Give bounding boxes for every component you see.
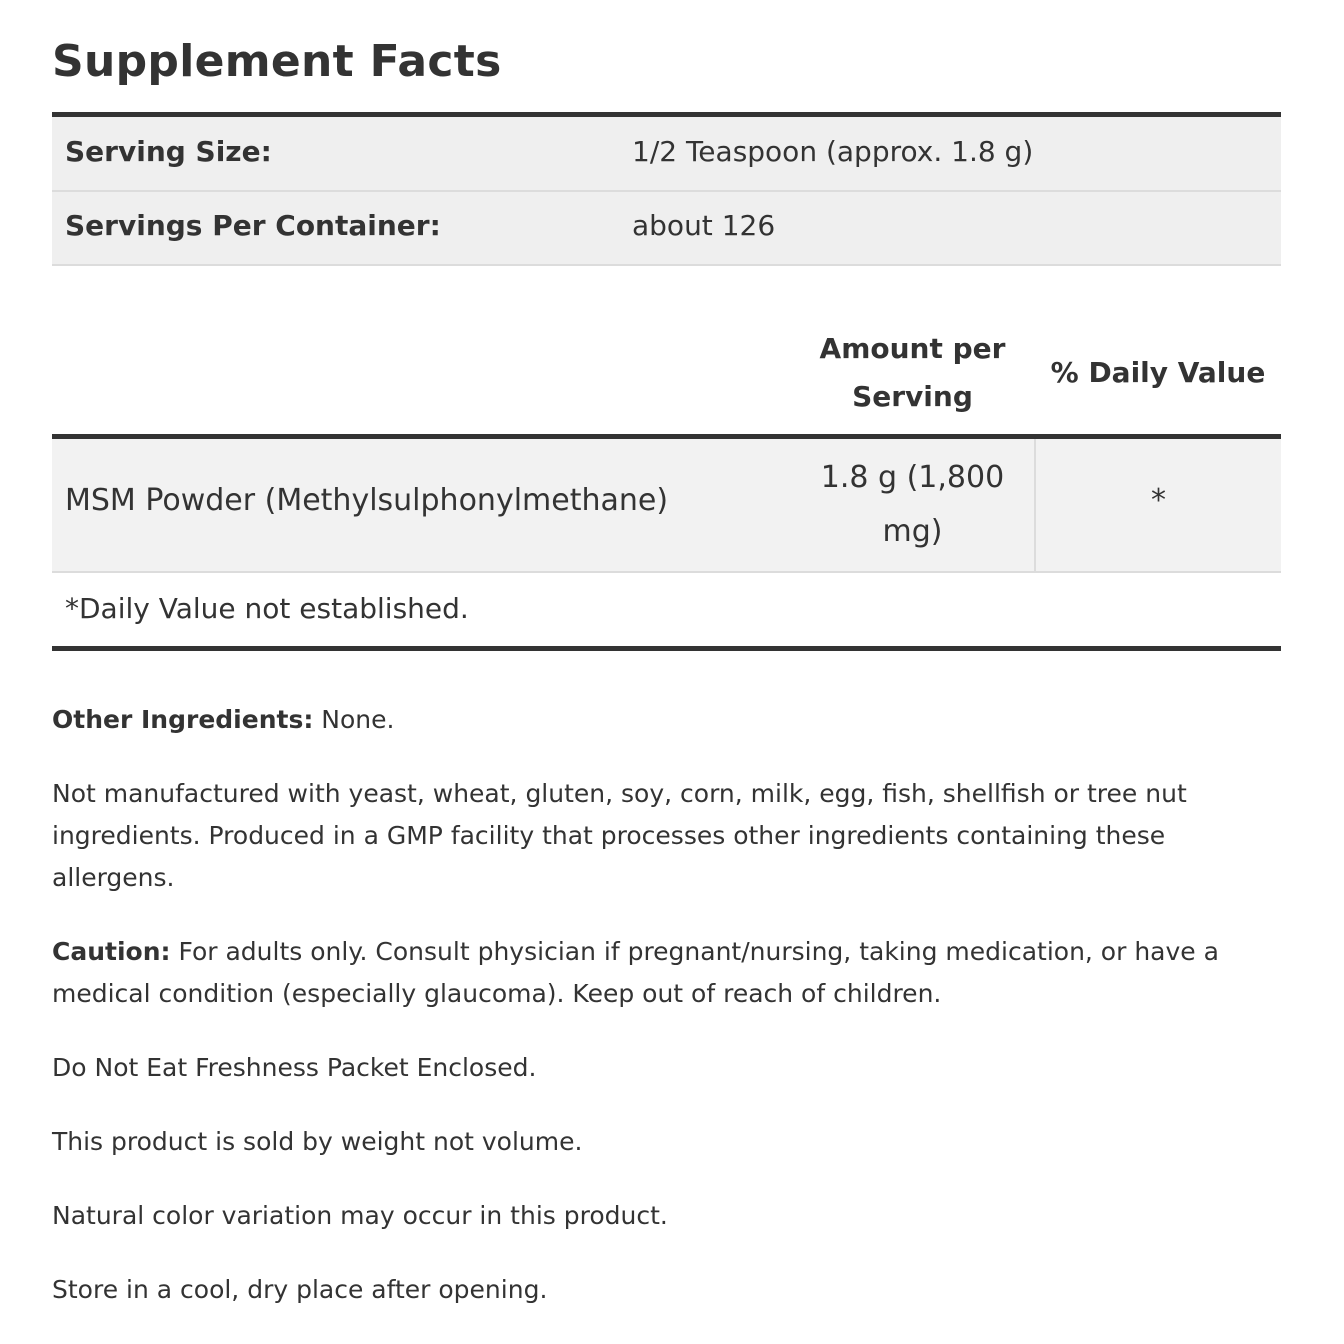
caution-label: Caution: bbox=[52, 937, 171, 966]
divider bbox=[52, 646, 1281, 651]
serving-size-row bbox=[52, 117, 1281, 192]
ingredient-name: MSM Powder (Methylsulphonylmethane) bbox=[65, 483, 669, 518]
daily-value-header: % Daily Value bbox=[1050, 356, 1266, 389]
page-title: Supplement Facts bbox=[52, 36, 502, 87]
amount-line: 1.8 g (1,800 bbox=[820, 460, 1005, 495]
amount-line: mg) bbox=[882, 514, 943, 549]
servings-per-container-value: about 126 bbox=[632, 209, 776, 242]
header-line: Amount per bbox=[819, 332, 1006, 365]
other-ingredients bbox=[52, 699, 1252, 741]
table-row bbox=[52, 439, 1281, 573]
servings-per-container-label: Servings Per Container: bbox=[65, 209, 441, 242]
freshness-packet-note: Do Not Eat Freshness Packet Enclosed. bbox=[52, 1053, 537, 1082]
amount-per-serving-header bbox=[790, 325, 1035, 421]
storage-note: Store in a cool, dry place after opening. bbox=[52, 1275, 548, 1304]
serving-size-label: Serving Size: bbox=[65, 135, 272, 168]
caution bbox=[52, 931, 1232, 1015]
other-ingredients-value: None. bbox=[313, 705, 395, 734]
weight-note: This product is sold by weight not volume. bbox=[52, 1127, 583, 1156]
header-line: Serving bbox=[852, 380, 973, 413]
caution-value: For adults only. Consult physician if pregnant/nursing, taking medication, or have a medical condition (especially glaucoma). Keep out of reach of children. bbox=[52, 937, 1219, 1008]
color-note: Natural color variation may occur in this product. bbox=[52, 1201, 668, 1230]
servings-per-container-row bbox=[52, 192, 1281, 266]
footnote: *Daily Value not established. bbox=[65, 592, 469, 625]
other-ingredients-label: Other Ingredients: bbox=[52, 705, 314, 734]
ingredient-amount bbox=[790, 451, 1035, 559]
ingredient-dv: * bbox=[1151, 483, 1166, 518]
allergen-statement: Not manufactured with yeast, wheat, gluten, soy, corn, milk, egg, fish, shellfish or tree nut ingredients. Produced in a GMP facility that processes other ingredients containing these allergens. bbox=[52, 779, 1187, 892]
serving-size-value: 1/2 Teaspoon (approx. 1.8 g) bbox=[632, 135, 1034, 168]
